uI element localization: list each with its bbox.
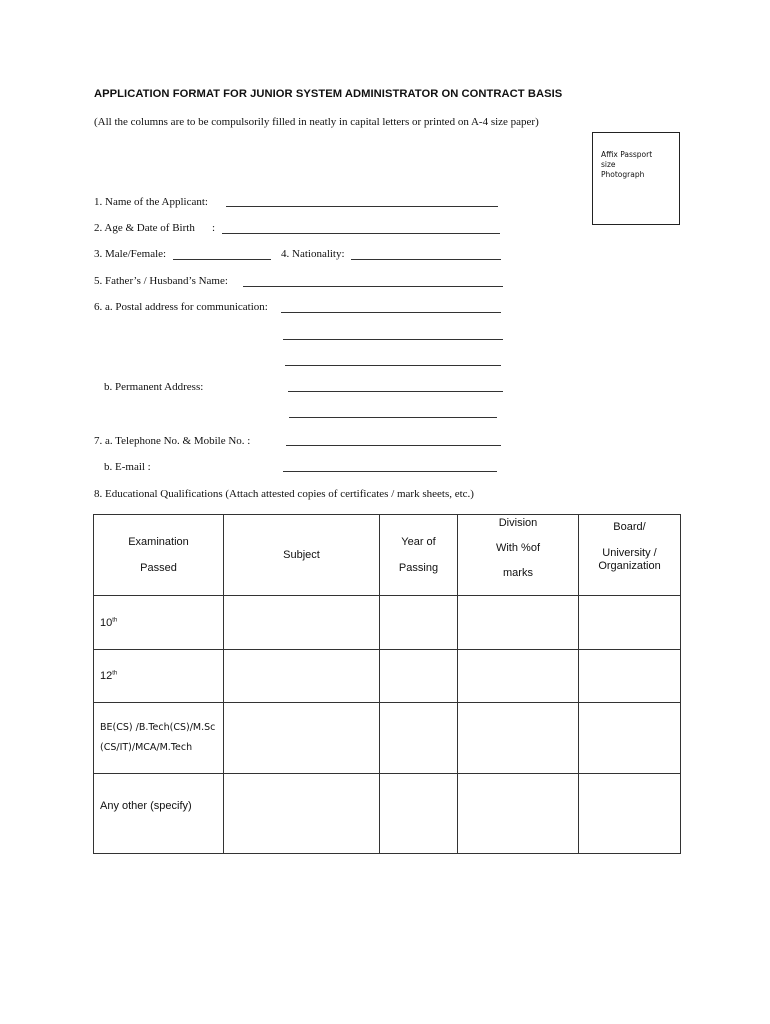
email-label: b. E-mail : [104,461,151,473]
cell-year[interactable] [380,774,458,854]
header-year-of-passing: Year of Passing [380,515,458,596]
telephone-field-line[interactable] [286,445,501,446]
table-row [94,703,681,774]
photo-box-text: Affix Passport size Photograph [601,150,653,179]
cell-year[interactable] [380,650,458,703]
cell-year[interactable] [380,596,458,650]
row-label-any-other: Any other (specify) [94,774,224,854]
education-label: 8. Educational Qualifications (Attach attested copies of certificates / mark sheets, etc.) [94,488,474,500]
name-label: 1. Name of the Applicant: [94,196,208,208]
table-row [94,650,681,703]
cell-board[interactable] [579,703,681,774]
header-board-university: Board/ University / Organization [579,515,681,596]
row-label-degree: BE(CS) /B.Tech(CS)/M.Sc (CS/IT)/MCA/M.Tech [94,703,224,774]
postal-address-line-3[interactable] [285,365,501,366]
telephone-label: 7. a. Telephone No. & Mobile No. : [94,435,251,447]
permanent-address-line-1[interactable] [288,391,503,392]
age-dob-label: 2. Age & Date of Birth [94,222,195,234]
permanent-address-line-2[interactable] [289,417,497,418]
cell-subject[interactable] [224,703,380,774]
row-label-12th: 12th [94,650,224,703]
cell-year[interactable] [380,703,458,774]
cell-subject[interactable] [224,650,380,703]
age-dob-field-line[interactable] [222,233,500,234]
row-label-10th: 10th [94,596,224,650]
table-row [94,774,681,854]
gender-field-line[interactable] [173,259,271,260]
nationality-field-line[interactable] [351,259,501,260]
cell-division[interactable] [458,650,579,703]
header-examination-passed: Examination Passed [94,515,224,596]
cell-subject[interactable] [224,596,380,650]
cell-division[interactable] [458,703,579,774]
father-husband-field-line[interactable] [243,286,503,287]
qualifications-table [93,514,681,854]
table-header-row [94,515,681,596]
postal-address-line-2[interactable] [283,339,503,340]
postal-address-label: 6. a. Postal address for communication: [94,301,268,313]
photo-box [592,132,680,225]
table-row [94,596,681,650]
email-field-line[interactable] [283,471,497,472]
father-husband-label: 5. Father’s / Husband’s Name: [94,275,228,287]
header-subject: Subject [224,515,380,596]
age-dob-colon: : [212,222,216,234]
cell-subject[interactable] [224,774,380,854]
instruction-note: (All the columns are to be compulsorily filled in neatly in capital letters or printed on A-4 size paper) [94,116,539,128]
cell-board[interactable] [579,596,681,650]
gender-label: 3. Male/Female: [94,248,167,260]
form-title: APPLICATION FORMAT FOR JUNIOR SYSTEM ADMINISTRATOR ON CONTRACT BASIS [94,88,563,100]
postal-address-line-1[interactable] [281,312,501,313]
cell-division[interactable] [458,774,579,854]
cell-board[interactable] [579,774,681,854]
cell-division[interactable] [458,596,579,650]
nationality-label: 4. Nationality: [281,248,345,260]
permanent-address-label: b. Permanent Address: [104,381,204,393]
name-field-line[interactable] [226,206,498,207]
header-division: Division With %of marks [458,515,579,596]
cell-board[interactable] [579,650,681,703]
